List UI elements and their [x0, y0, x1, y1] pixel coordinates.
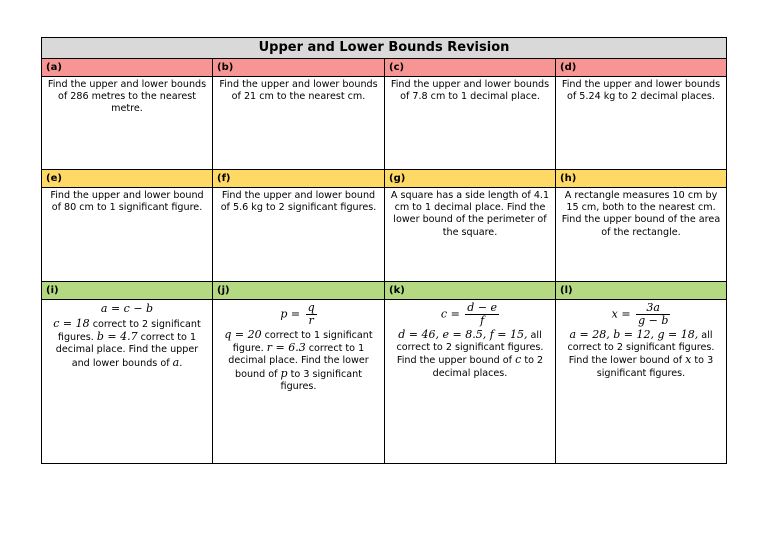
- question-l-variable: x: [685, 353, 692, 367]
- cell-label-g: (g): [385, 170, 556, 188]
- cell-label-c: (c): [385, 59, 556, 77]
- cell-label-d: (d): [556, 59, 727, 77]
- question-l-part-2: all correct to 2 significant figures. Find the lower bound of: [567, 330, 715, 367]
- question-j-q-value: q = 20: [224, 328, 262, 341]
- worksheet-title: Upper and Lower Bounds Revision: [42, 38, 727, 59]
- question-i-variable: a: [172, 355, 180, 369]
- question-j: [213, 300, 385, 464]
- question-i-part-6: .: [179, 357, 183, 369]
- question-i: [42, 300, 213, 464]
- question-j-part-4: correct to 1 decimal place. Find the lower bound of: [228, 343, 369, 380]
- question-k-numerator: d − e: [467, 301, 498, 314]
- question-a-text: Find the upper and lower bounds of 286 metres to the nearest metre.: [47, 79, 207, 115]
- question-i-formula: a = c − b: [100, 302, 154, 315]
- question-k-lhs: c =: [440, 307, 460, 321]
- question-i-part-4: correct to 1 decimal place. Find the upper and lower bounds of: [55, 332, 199, 369]
- question-l: [556, 300, 727, 464]
- question-l-formula: [556, 300, 726, 327]
- question-k-fraction: [465, 302, 499, 327]
- question-k-formula: [385, 300, 555, 327]
- question-h-text: A rectangle measures 10 cm by 15 cm, both to the nearest cm. Find the upper bound of the area of the rectangle.: [561, 190, 721, 238]
- question-k-denominator: f: [480, 314, 485, 327]
- revision-worksheet: [41, 37, 727, 464]
- question-j-formula: [213, 300, 384, 327]
- question-b-text: Find the upper and lower bounds of 21 cm to the nearest cm.: [219, 79, 378, 103]
- question-k: [385, 300, 556, 464]
- question-g-text: A square has a side length of 4.1 cm to 1 decimal place. Find the lower bound of the perimeter of the square.: [390, 190, 550, 238]
- question-f: [213, 188, 385, 282]
- question-a: [42, 77, 213, 170]
- question-f-text: Find the upper and lower bound of 5.6 kg to 2 significant figures.: [220, 190, 377, 214]
- question-l-denominator: g − b: [638, 314, 669, 327]
- cell-label-e: (e): [42, 170, 213, 188]
- question-l-numerator: 3a: [636, 302, 670, 315]
- question-h: [556, 188, 727, 282]
- question-i-b-value: b = 4.7: [96, 330, 138, 344]
- question-j-fraction: [306, 302, 317, 327]
- question-j-part-6: to 3 significant figures.: [280, 368, 363, 392]
- cell-label-k: (k): [385, 282, 556, 300]
- question-j-lhs: p =: [280, 307, 301, 321]
- question-b: [213, 77, 385, 170]
- question-j-denominator: r: [308, 314, 314, 327]
- question-j-part-2: correct to 1 significant figure.: [232, 330, 373, 355]
- question-k-part-4: to 2 decimal places.: [432, 355, 544, 379]
- question-i-c-value: c = 18: [53, 317, 90, 330]
- row-3: [42, 282, 727, 464]
- cell-label-i: (i): [42, 282, 213, 300]
- question-d-text: Find the upper and lower bounds of 5.24 kg to 2 decimal places.: [561, 79, 721, 103]
- question-c-text: Find the upper and lower bounds of 7.8 cm to 1 decimal place.: [390, 79, 550, 103]
- question-l-text: [556, 327, 726, 380]
- cell-label-h: (h): [556, 170, 727, 188]
- question-l-values: a = 28, b = 12, g = 18,: [569, 328, 699, 341]
- row-1: [42, 59, 727, 170]
- question-k-variable: c: [515, 353, 522, 367]
- question-i-part-2: correct to 2 significant figures.: [57, 319, 201, 344]
- row-2: [42, 170, 727, 282]
- question-k-values: d = 46, e = 8.5, f = 15,: [398, 328, 528, 341]
- question-j-text: [213, 327, 384, 393]
- question-c: [385, 77, 556, 170]
- cell-label-l: (l): [556, 282, 727, 300]
- question-l-lhs: x =: [611, 307, 631, 321]
- cell-label-f: (f): [213, 170, 385, 188]
- question-j-variable: p: [280, 366, 288, 380]
- question-e: [42, 188, 213, 282]
- question-g: [385, 188, 556, 282]
- question-l-fraction: [636, 302, 670, 327]
- question-l-part-4: to 3 significant figures.: [596, 355, 714, 379]
- question-j-numerator: q: [307, 301, 315, 314]
- question-k-part-2: all correct to 2 significant figures. Find the upper bound of: [396, 330, 544, 367]
- question-e-text: Find the upper and lower bound of 80 cm to 1 significant figure.: [50, 190, 204, 214]
- question-d: [556, 77, 727, 170]
- cell-label-b: (b): [213, 59, 385, 77]
- question-i-text: [42, 316, 212, 370]
- cell-label-j: (j): [213, 282, 385, 300]
- cell-label-a: (a): [42, 59, 213, 77]
- question-k-text: [385, 327, 555, 380]
- question-j-r-value: r = 6.3: [266, 341, 306, 355]
